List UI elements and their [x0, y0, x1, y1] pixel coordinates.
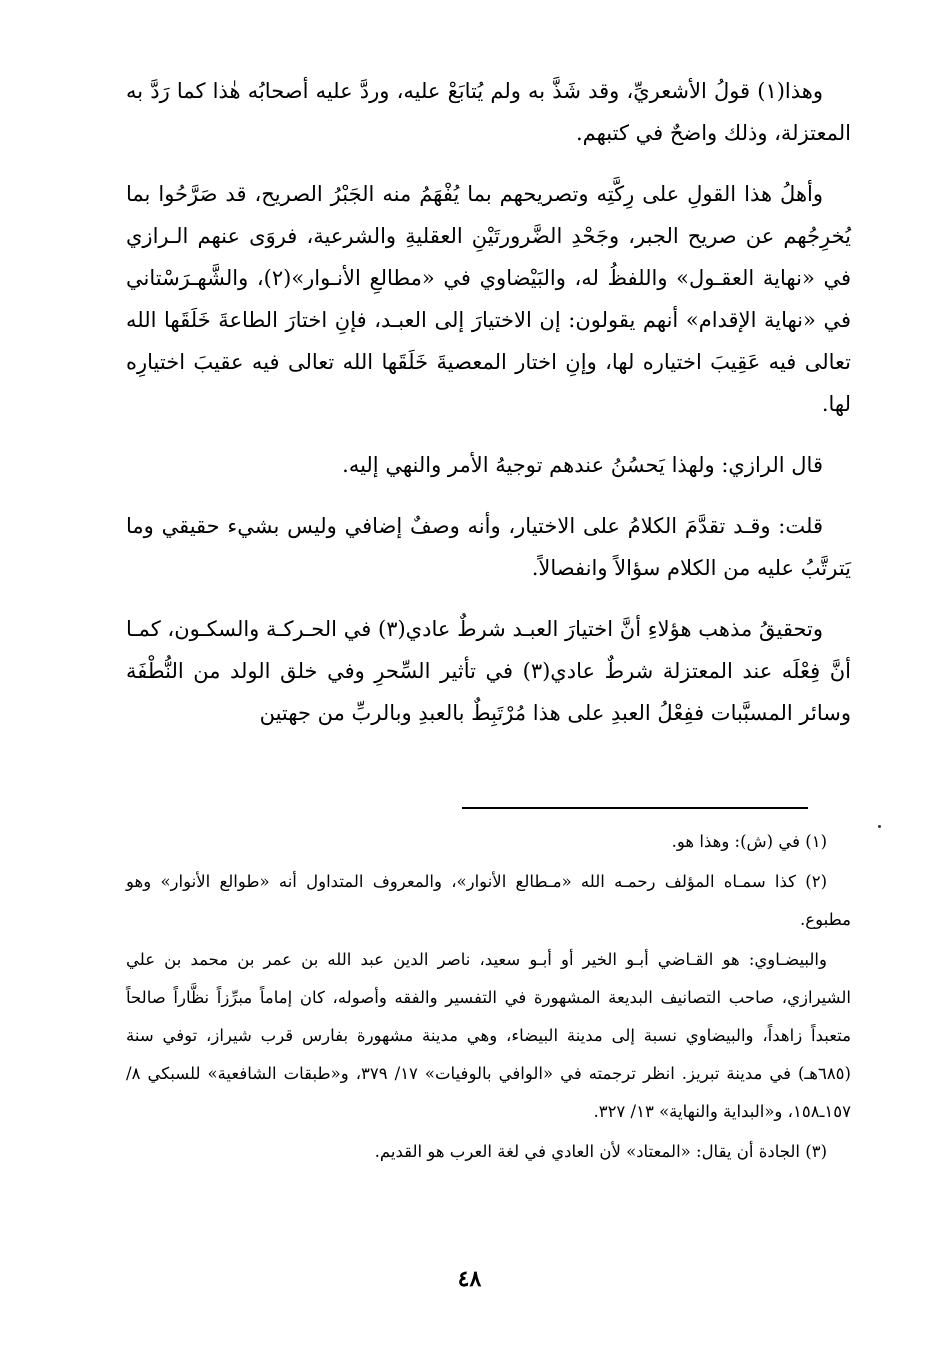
page-number: ٤٨ [457, 1266, 482, 1292]
paragraph-ashari-opinion: وهذا(١) قولُ الأشعريِّ، وقد شَذَّ به ولم يُتابَعْ عليه، وردَّ عليه أصحابُه هٰذا كما رَدَّ به المعتزلة، وذلك واضحٌ في كتبهم. [126, 79, 851, 145]
footnote-separator-rule [462, 807, 808, 809]
footnote-2: (٢) كذا سمـاه المؤلف رحمـه الله «مـطالع الأنوار»، والمعروف المتداول أنه «طوالع الأنوار» وهو مطبوع. [126, 872, 851, 929]
paragraph-people-of-this-view: وأهلُ هذا القولِ على رِكَّتِه وتصريحهم بما يُفْهَمُ منه الجَبْرُ الصريح، قد صَرَّحُوا بما يُخرِجُهم عن صريح الجبر، وجَحْدِ الضَّرورتَيْنِ العقليةِ والشرعية، فروَى عنهم الـرازي في «نهاية العقـول» واللفظُ له، والبَيْضاوي في «مطالعِ الأنـوار»(٢)، والشَّهـرَسْتاني في «نهاية الإقدام» أنهم يقولون: إن الاختيارَ إلى العبـد، فإنِ اختارَ الطاعةَ خَلَقَها الله تعالى فيه عَقِيبَ اختياره لها، وإنِ اختار المعصيةَ خَلَقَها الله تعالى فيه عقيبَ اختيارِه لها. [126, 182, 851, 416]
footnote-3: (٣) الجادة أن يقال: «المعتاد» لأن العادي في لغة العرب هو القديم. [374, 1142, 827, 1161]
footnote-1: (١) في (ش): وهذا هو. [671, 832, 827, 851]
paragraph-razi-said: قال الرازي: ولهذا يَحسُنُ عندهم توجيهُ الأمر والنهي إليه. [342, 453, 823, 477]
paragraph-i-said: قلت: وقـد تقدَّمَ الكلامُ على الاختيار، وأنه وصفٌ إضافي وليس بشيء حقيقي وما يَترتَّبُ عليه من الكلام سؤالاً وانفصالاً. [126, 514, 851, 580]
page-speck [878, 825, 881, 828]
paragraph-verification-of-doctrine: وتحقيقُ مذهب هؤلاءِ أنَّ اختيارَ العبـد شرطٌ عادي(٣) في الحـركـة والسكـون، كمـا أنَّ فِعْلَه عند المعتزلة شرطٌ عادي(٣) في تأثير السِّحرِ وفي خلق الولد من النُّطْفَة وسائر المسبَّبات ففِعْلُ العبدِ على هذا مُرْتَبِطٌ بالعبدِ وبالربِّ من جهتين [126, 617, 851, 725]
footnotes-section [126, 823, 851, 1173]
footnote-2-baydawi-bio: والبيضـاوي: هو القـاضي أبـو الخير أو أبـو سعيد، ناصر الدين عبد الله بن عمر بن محمد بن علي الشيرازي، صاحب التصانيف البديعة المشهورة في التفسير والفقه وأصوله، كان إماماً مبرِّزاً نظَّاراً صالحاً متعبداً زاهداً، والبيضاوي نسبة إلى مدينة البيضاء، وهي مدينة مشهورة بفارس قرب شيراز، توفي سنة (٦٨٥هـ) في مدينة تبريز. انظر ترجمته في «الوافي بالوفيات» ١٧/ ٣٧٩، و«طبقات الشافعية» للسبكي ٨/ ١٥٧ـ١٥٨، و«البداية والنهاية» ١٣/ ٣٢٧. [126, 950, 851, 1121]
main-text-body [126, 70, 851, 753]
